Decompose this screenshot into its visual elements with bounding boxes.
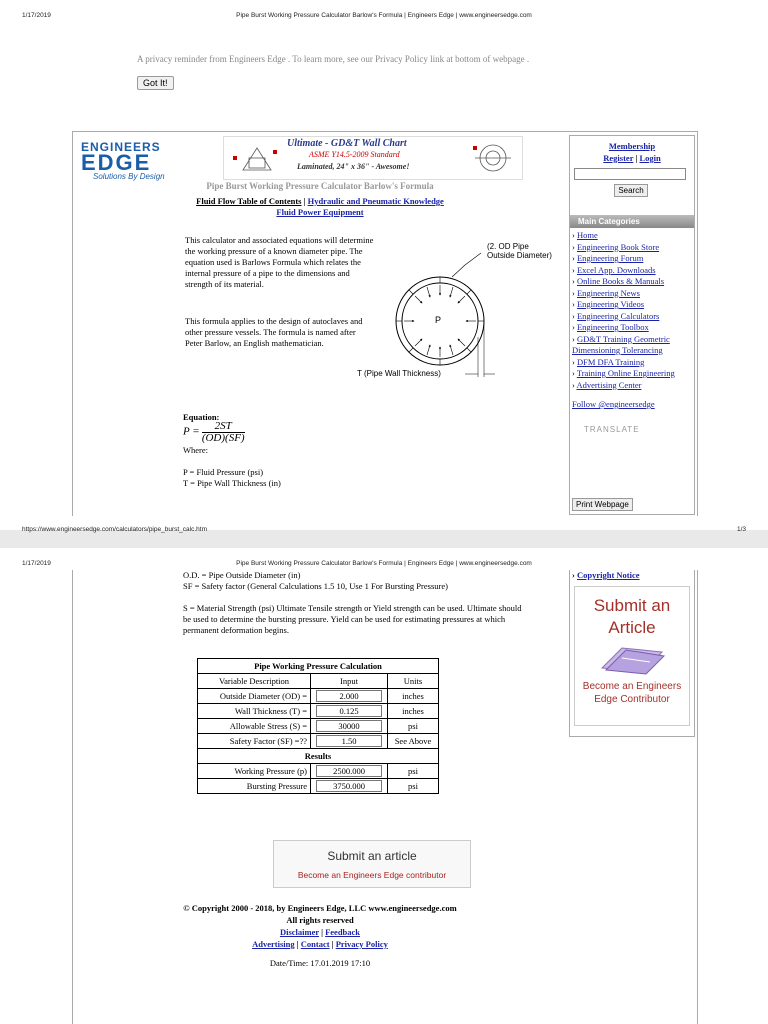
category-item[interactable]: › Training Online Engineering [572,368,675,378]
t-label: T (Pipe Wall Thickness) [357,369,441,378]
category-item[interactable]: › Advertising Center [572,379,642,390]
category-item[interactable]: › Engineering Book Store [572,241,660,252]
engineers-edge-logo[interactable]: ENGINEERS EDGE Solutions By Design [81,140,165,181]
sidebar-2: › Copyright Notice Submit an Article Become an Engineers Edge Contributor [569,570,695,737]
fluid-flow-toc-link[interactable]: Fluid Flow Table of Contents [196,196,302,206]
od-label: (2. OD Pipe Outside Diameter) [487,242,552,260]
table-row: Wall Thickness (T) = 0.125 inches [198,704,439,719]
page-frame-2 [72,570,698,1024]
main-content-2 [73,570,567,1024]
category-item[interactable]: › DFM DFA Training [572,356,645,367]
od-input[interactable]: 2.000 [316,690,382,702]
bursting-pressure-output: 3750.000 [316,780,382,792]
table-row: Working Pressure (p) 2500.000 psi [198,764,439,779]
hydraulic-pneumatic-link[interactable]: Hydraulic and Pneumatic Knowledge [307,196,444,206]
submit-article-ad[interactable]: Submit an Article Become an Engineers Edge Contributor [574,586,690,726]
date-time: Date/Time: 17.01.2019 17:10 [269,958,371,968]
p-label: P [435,315,442,325]
copyright-text: © Copyright 2000 - 2018, by Engineers Edge, LLC www.engineersedge.com [183,903,457,913]
sf-definition: SF = Safety factor (General Calculations 1.5 10, Use 1 For Bursting Pressure) [183,581,448,591]
sidebar: Membership Register | Login Search Main Categories › Home › Engineering Book Store › Engineering Forum › Excel App. Downloads › Online Books & Manuals › Engineering News › Engineering Videos › Engineering Calculators › Engineering Toolbox › GD&T Training Geometric Dimensioning Tolerancing › DFM DFA Training › Training Online Engineering › Advertising Center Follow @engineersedge TRANSLATE Print Webpage [569,135,695,515]
print-title: Pipe Burst Working Pressure Calculator Barlow's Formula | Engineers Edge | www.engineersedge.com [236,12,532,19]
membership-link[interactable]: Membership [608,141,656,151]
privacy-reminder: A privacy reminder from Engineers Edge . To learn more, see our Privacy Policy link at bottom of webpage . [137,54,530,64]
table-row: Safety Factor (SF) =?? 1.50 See Above [198,734,439,749]
translate-widget[interactable]: TRANSLATE [584,425,640,434]
submit-article-banner[interactable]: Submit an article Become an Engineers Edge contributor [273,840,471,888]
working-pressure-output: 2500.000 [316,765,382,777]
table-row: Outside Diameter (OD) = 2.000 inches [198,689,439,704]
register-link[interactable]: Register [603,153,634,163]
copyright-notice-link[interactable]: Copyright Notice [576,570,640,580]
category-item[interactable]: › GD&T Training Geometric Dimensioning Tolerancing [572,333,670,355]
site-footer: © Copyright 2000 - 2018, by Engineers Edge, LLC www.engineersedge.com All rights reserved Disclaimer | Feedback Advertising | Contact | Privacy Policy [73,902,567,950]
page-title: Pipe Burst Working Pressure Calculator Barlow's Formula [206,181,434,191]
category-item[interactable]: › Engineering Forum [572,253,644,263]
pdf-page-2: 1/17/2019 Pipe Burst Working Pressure Calculator Barlow's Formula | Engineers Edge | www.engineersedge.com O.D. = Pipe Outside Diameter (in) SF = Safety factor (General Calculations 1.5 10, Use 1 For Bursting Pressure) S = Material Strength (psi) Ultimate Tensile strength or Yield strength can be used. Ultimate should be used to determine the bursting pressure. Yield can be used for estimating pressures at which permanent deformation begins. Pipe Working Pressure Calculation Variable Description Input Units Outside Diameter (OD) = 2.000 inches Wall Thickness (T) = 0.125 inches Allowable Stress (S) = 30000 psi Safety Factor (SF) =?? 1.50 See Above Results Working Pressure (p) 2500.000 psi Bursting Pressure 3750.000 psi Submit an article Become an Engineers Edge contributor © Copyright 2000 - 2018, by Engineers Edge, LLC www.engineersedge.com All rights reserved Disclaimer | Feedback Advertising | Contact | Privacy Policy Date/Time: 17.01.2019 17:10 › Copyright Notice Submit an Article Become an Engineers Edge Contributor [0,548,768,1024]
od-definition: O.D. = Pipe Outside Diameter (in) [183,570,301,580]
category-item[interactable]: › Engineering Calculators [572,310,660,321]
pipe-cross-section-diagram [357,237,555,402]
search-button[interactable]: Search [614,184,648,197]
equation-label: Equation: [183,412,220,422]
category-item[interactable]: › Excel App. Downloads [572,264,656,275]
contact-link[interactable]: Contact [300,939,330,949]
got-it-button[interactable]: Got It! [137,76,174,90]
intro-paragraph-1: This calculator and associated equations will determine the working pressure of a known diameter pipe. The equation used is Barlows Formula which relates the internal pressure of a pipe to the dimensions and strength of its material. [185,235,374,289]
search-input[interactable] [574,168,686,180]
breadcrumb-links: Fluid Flow Table of Contents | Hydraulic and Pneumatic Knowledge Fluid Power Equipment [196,196,444,217]
print-date: 1/17/2019 [22,12,51,19]
fluid-power-equipment-link[interactable]: Fluid Power Equipment [276,207,364,217]
intro-paragraph-2: This formula applies to the design of autoclaves and other pressure vessels. The formula is named after Peter Barlow, an English mathematician. [185,316,363,348]
disclaimer-link[interactable]: Disclaimer [279,927,319,937]
follow-twitter-link[interactable]: Follow @engineersedge [572,399,655,409]
category-item[interactable]: › Engineering Videos [572,299,645,309]
category-list [570,228,694,391]
category-item[interactable]: › Engineering Toolbox [572,322,649,332]
table-row: Bursting Pressure 3750.000 psi [198,779,439,794]
print-webpage-button[interactable]: Print Webpage [572,498,633,511]
category-item[interactable]: › Engineering News [572,287,640,298]
main-content [73,132,567,516]
main-categories-header: Main Categories [570,215,694,228]
equation-block: Equation: P = $\frac{2ST}{(OD)(SF)}$ Where: P = Fluid Pressure (psi) T = Pipe Wall Thickness (in) [183,412,281,488]
advertising-link[interactable]: Advertising [252,939,295,949]
allowable-stress-input[interactable]: 30000 [316,720,382,732]
s-definition: S = Material Strength (psi) Ultimate Tensile strength or Yield strength can be used. Ultimate should be used to determine the bursting pressure. Yield can be used for estimating pressures at which permanent deformation begins. [183,603,522,635]
barlow-formula: P = $\frac{2ST}{(OD)(SF)}$ [183,420,245,444]
wall-thickness-input[interactable]: 0.125 [316,705,382,717]
table-row: Allowable Stress (S) = 30000 psi [198,719,439,734]
privacy-policy-link[interactable]: Privacy Policy [335,939,388,949]
safety-factor-input[interactable]: 1.50 [316,735,382,747]
page-frame [72,131,698,516]
print-page-number: 1/3 [736,526,746,533]
category-item[interactable]: › Online Books & Manuals [572,276,665,286]
print-url: https://www.engineersedge.com/calculators/pipe_burst_calc.htm [22,526,207,533]
documents-icon [592,642,672,676]
category-item[interactable]: › Home [572,230,598,240]
pipe-calculation-table: Pipe Working Pressure Calculation Variable Description Input Units Outside Diameter (OD) = 2.000 inches Wall Thickness (T) = 0.125 inches Allowable Stress (S) = 30000 psi Safety Factor (SF) =?? 1.50 See Above Results Working Pressure (p) 2500.000 psi Bursting Pressure 3750.000 psi [197,658,439,794]
feedback-link[interactable]: Feedback [325,927,361,937]
login-link[interactable]: Login [639,153,661,163]
gdt-wall-chart-banner[interactable]: Ultimate - GD&T Wall Chart ASME Y14.5-2009 Standard Laminated, 24" x 36" - Awesome! [223,136,523,180]
